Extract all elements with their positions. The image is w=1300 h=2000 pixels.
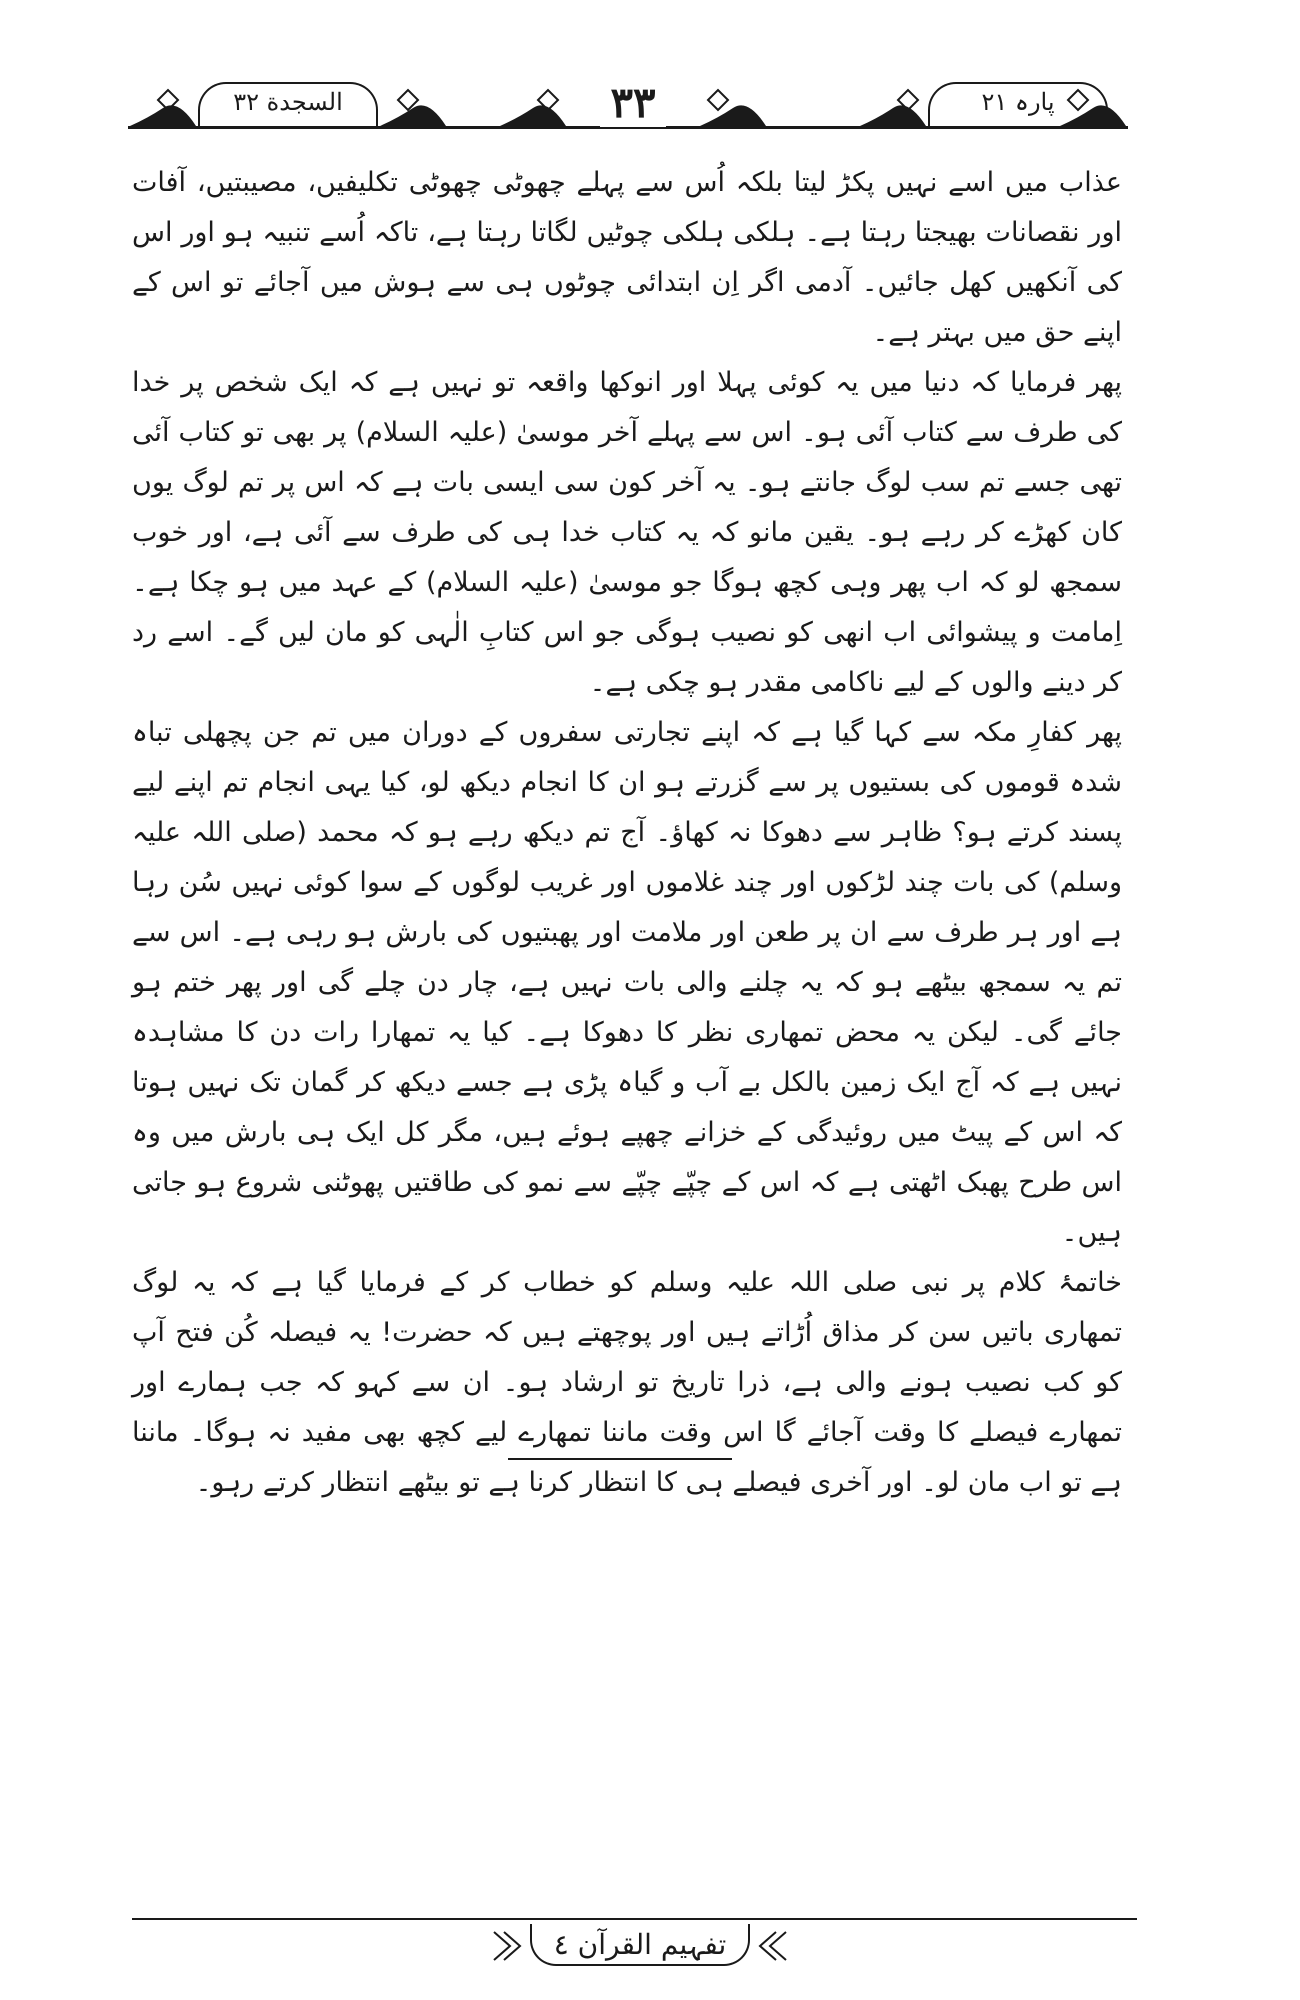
ornament-icon xyxy=(378,88,448,128)
ornament-icon xyxy=(750,1930,790,1964)
section-end-rule xyxy=(508,1458,732,1460)
ornament-icon xyxy=(1058,88,1128,128)
ornament-icon xyxy=(498,88,568,128)
paragraph: خاتمۂ کلام پر نبی صلی اللہ علیہ وسلم کو خطاب کر کے فرمایا گیا ہے کہ یہ لوگ تمھاری باتیں سن کر مذاق اُڑاتے ہیں اور پوچھتے ہیں کہ حضرت! یہ فیصلہ کُن فتح آپ کو کب نصیب ہونے والی ہے، ذرا تاریخ تو ارشاد ہو۔ ان سے کہو کہ جب ہمارے اور تمھارے فیصلے کا وقت آجائے گا اس وقت ماننا تمھارے لیے کچھ بھی مفید نہ ہوگا۔ ماننا ہے تو اب مان لو۔ اور آخری فیصلے ہی کا انتظار کرنا ہے تو بیٹھے انتظار کرتے رہو۔ xyxy=(132,1267,1122,1498)
ornament-icon xyxy=(858,88,928,128)
page-number-cartouche xyxy=(568,78,698,126)
paragraph: عذاب میں اسے نہیں پکڑ لیتا بلکہ اُس سے پہلے چھوٹی چھوٹی تکلیفیں، مصیبتیں، آفات اور نقصانات بھیجتا رہتا ہے۔ ہلکی ہلکی چوٹیں لگاتا رہتا ہے، تاکہ اُسے تنبیہ ہو اور اس کی آنکھیں کھل جائیں۔ آدمی اگر اِن ابتدائی چوٹوں ہی سے ہوش میں آجائے تو اس کے اپنے حق میں بہتر ہے۔ xyxy=(132,167,1122,348)
book-title: تفہیم القرآن ٤ xyxy=(553,1928,727,1961)
footer-rule xyxy=(132,1918,1137,1920)
surah-label: السجدة ٣٢ xyxy=(223,88,352,116)
paragraph: پھر فرمایا کہ دنیا میں یہ کوئی پہلا اور انوکھا واقعہ تو نہیں ہے کہ ایک شخص پر خدا کی طرف سے کتاب آئی ہو۔ اس سے پہلے آخر موسیٰ (علیہ السلام) پر بھی تو کتاب آئی تھی جسے تم سب لوگ جانتے ہو۔ یہ آخر کون سی ایسی بات ہے کہ اس پر تم لوگ یوں کان کھڑے کر رہے ہو۔ یقین مانو کہ یہ کتاب خدا ہی کی طرف سے آئی ہے، اور خوب سمجھ لو کہ اب پھر وہی کچھ ہوگا جو موسیٰ (علیہ السلام) کے عہد میں ہو چکا ہے۔ اِمامت و پیشوائی اب انھی کو نصیب ہوگی جو اس کتابِ الٰہی کو مان لیں گے۔ اسے رد کر دینے والوں کے لیے ناکامی مقدر ہو چکی ہے۔ xyxy=(132,367,1122,698)
para-label: پارہ ٢١ xyxy=(971,88,1064,116)
surah-cartouche xyxy=(198,78,378,126)
ornament-icon xyxy=(698,88,768,128)
ornament-icon xyxy=(128,88,198,128)
body-text xyxy=(132,158,1122,1508)
page-header xyxy=(128,68,1128,140)
page-number: ٣٣ xyxy=(600,78,665,127)
paragraph: پھر کفارِ مکہ سے کہا گیا ہے کہ اپنے تجارتی سفروں کے دوران میں تم جن پچھلی تباہ شدہ قوموں کی بستیوں پر سے گزرتے ہو ان کا انجام دیکھ لو، کیا یہی انجام تم اپنے لیے پسند کرتے ہو؟ ظاہر سے دھوکا نہ کھاؤ۔ آج تم دیکھ رہے ہو کہ محمد (صلی اللہ علیہ وسلم) کی بات چند لڑکوں اور چند غلاموں اور غریب لوگوں کے سوا کوئی نہیں سُن رہا ہے اور ہر طرف سے ان پر طعن اور ملامت اور پھبتیوں کی بارش ہو رہی ہے۔ اس سے تم یہ سمجھ بیٹھے ہو کہ یہ چلنے والی بات نہیں ہے، چار دن چلے گی اور پھر ختم ہو جائے گی۔ لیکن یہ محض تمھاری نظر کا دھوکا ہے۔ کیا یہ تمھارا رات دن کا مشاہدہ نہیں ہے کہ آج ایک زمین بالکل بے آب و گیاہ پڑی ہے جسے دیکھ کر گمان تک نہیں ہوتا کہ اس کے پیٹ میں روئیدگی کے خزانے چھپے ہوئے ہیں، مگر کل ایک ہی بارش میں وہ اس طرح پھبک اٹھتی ہے کہ اس کے چپّے چپّے سے نمو کی طاقتیں پھوٹنی شروع ہو جاتی ہیں۔ xyxy=(132,717,1122,1248)
page-footer xyxy=(490,1924,790,1972)
